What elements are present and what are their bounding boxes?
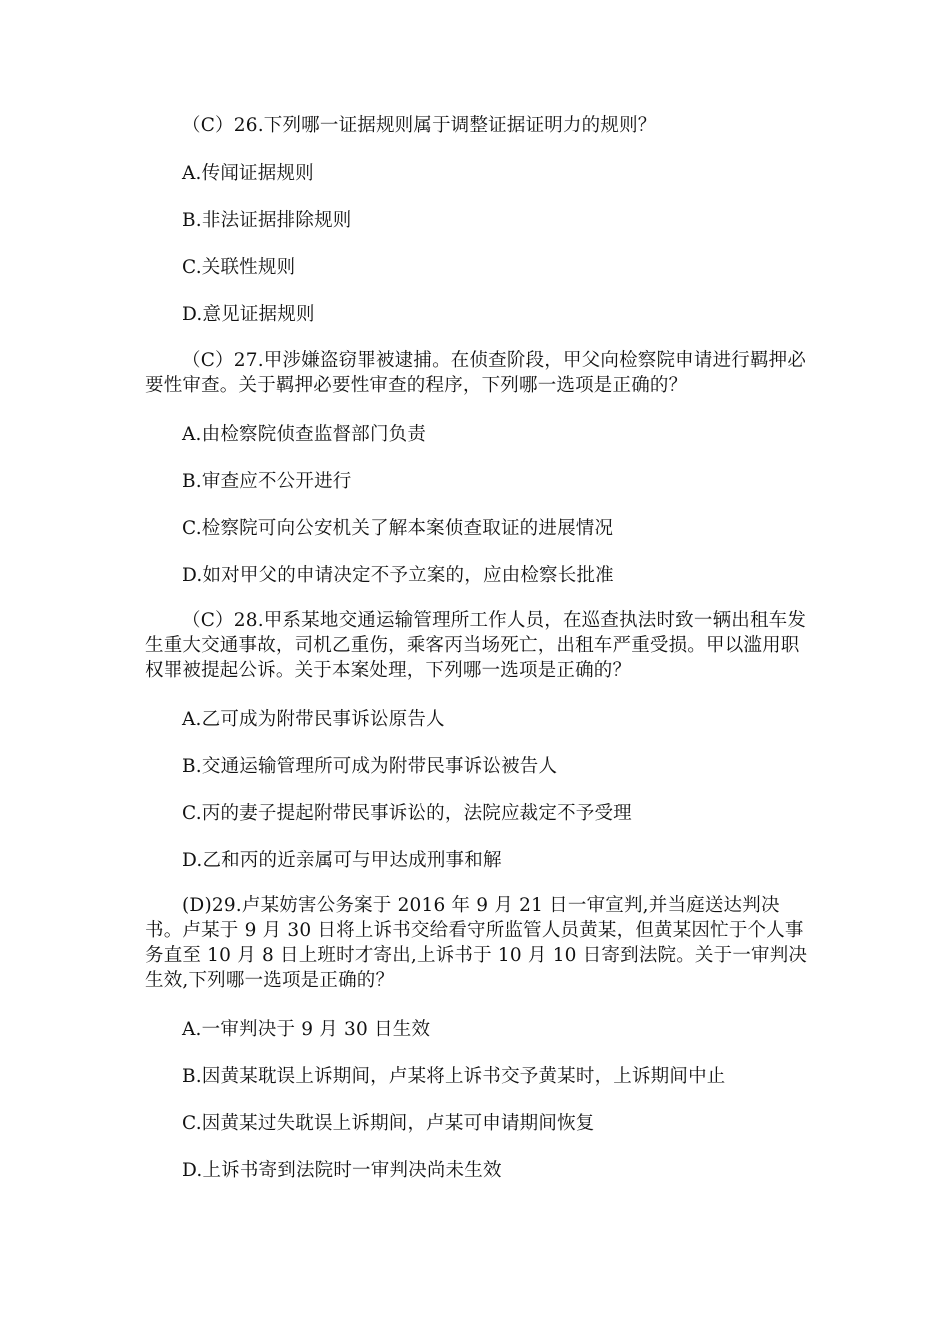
question-28-stem: （C）28.甲系某地交通运输管理所工作人员，在巡查执法时致一辆出租车发生重大交通事故，司机乙重伤，乘客丙当场死亡，出租车严重受损。甲以滥用职权罪被提起公诉。关于本案处理，下列哪一选项是正确的？ <box>145 610 807 681</box>
question-29-option-b: B.因黄某耽误上诉期间，卢某将上诉书交予黄某时，上诉期间中止 <box>182 1066 726 1087</box>
question-27-stem: （C）27.甲涉嫌盗窃罪被逮捕。在侦查阶段，甲父向检察院申请进行羁押必要性审查。关于羁押必要性审查的程序，下列哪一选项是正确的？ <box>145 350 807 396</box>
question-27-option-a: A.由检察院侦查监督部门负责 <box>182 424 427 445</box>
question-27-option-d: D.如对甲父的申请决定不予立案的，应由检察长批准 <box>182 565 614 586</box>
question-28-option-d: D.乙和丙的近亲属可与甲达成刑事和解 <box>182 850 502 871</box>
question-26-option-a: A.传闻证据规则 <box>182 163 314 184</box>
question-28-option-b: B.交通运输管理所可成为附带民事诉讼被告人 <box>182 756 558 777</box>
question-28-option-c: C.丙的妻子提起附带民事诉讼的，法院应裁定不予受理 <box>182 803 632 824</box>
question-26-option-c: C.关联性规则 <box>182 257 296 278</box>
question-29-option-d: D.上诉书寄到法院时一审判决尚未生效 <box>182 1160 502 1181</box>
question-29-option-a: A.一审判决于 9 月 30 日生效 <box>182 1019 431 1040</box>
question-27-option-c: C.检察院可向公安机关了解本案侦查取证的进展情况 <box>182 518 614 539</box>
question-28-option-a: A.乙可成为附带民事诉讼原告人 <box>182 709 445 730</box>
question-29-stem: (D)29.卢某妨害公务案于 2016 年 9 月 21 日一审宣判,并当庭送达判决书。卢某于 9 月 30 日将上诉书交给看守所监管人员黄某，但黄某因忙于个人事务直至 10 月 8 日上班时才寄出,上诉书于 10 月 10 日寄到法院。关于一审判决生效,下列哪一选项是正确的？ <box>145 895 808 991</box>
question-26-option-d: D.意见证据规则 <box>182 304 315 325</box>
question-26-option-b: B.非法证据排除规则 <box>182 210 352 231</box>
question-26-stem: （C）26.下列哪一证据规则属于调整证据证明力的规则？ <box>182 115 657 136</box>
question-29-option-c: C.因黄某过失耽误上诉期间，卢某可申请期间恢复 <box>182 1113 595 1134</box>
question-27-option-b: B.审查应不公开进行 <box>182 471 352 492</box>
